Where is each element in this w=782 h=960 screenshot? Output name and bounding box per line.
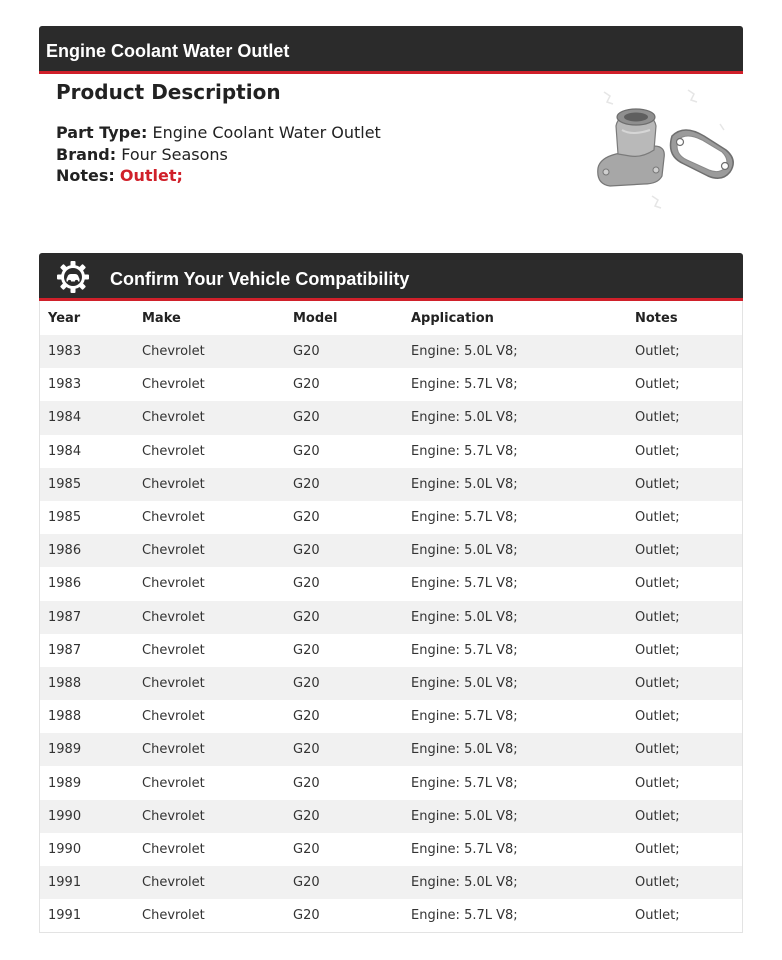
spec-brand-label: Brand: [56, 144, 117, 164]
cell-notes: Outlet; [627, 468, 742, 501]
cell-make: Chevrolet [134, 667, 285, 700]
cell-model: G20 [285, 800, 403, 833]
spec-notes-value: Outlet; [119, 166, 183, 185]
cell-notes: Outlet; [635, 642, 680, 658]
cell-application: Engine: 5.7L V8; [411, 642, 518, 658]
cell-application: Engine: 5.0L V8; [403, 468, 627, 501]
cell-make: Chevrolet [142, 377, 205, 393]
cell-application: Engine: 5.7L V8; [411, 377, 518, 393]
cell-application: Engine: 5.7L V8; [411, 510, 518, 526]
compatibility-bar [39, 253, 743, 301]
cell-application: Engine: 5.7L V8; [411, 443, 518, 459]
cell-model: G20 [293, 841, 320, 857]
table-row [40, 667, 742, 700]
table-row [40, 534, 742, 567]
compatibility-title: Confirm Your Vehicle Compatibility [110, 269, 410, 289]
cell-application: Engine: 5.7L V8; [411, 841, 518, 857]
cell-notes: Outlet; [627, 534, 742, 567]
cell-make: Chevrolet [134, 335, 285, 368]
cell-year: 1986 [48, 576, 82, 592]
product-title-bar [39, 26, 743, 74]
cell-model: G20 [293, 642, 320, 658]
cell-year: 1988 [40, 667, 134, 700]
cell-make: Chevrolet [134, 534, 285, 567]
table-row [40, 634, 742, 667]
cell-year: 1990 [40, 800, 134, 833]
cell-year: 1988 [48, 709, 82, 725]
cell-model: G20 [285, 534, 403, 567]
cell-model: G20 [293, 775, 320, 791]
cell-make: Chevrolet [142, 642, 205, 658]
cell-model: G20 [285, 866, 403, 899]
cell-notes: Outlet; [635, 443, 680, 459]
spec-list [56, 122, 576, 187]
water-outlet-image [592, 84, 742, 214]
column-header-make: Make [142, 310, 181, 326]
cell-application: Engine: 5.7L V8; [411, 775, 518, 791]
product-description [56, 78, 576, 187]
cell-make: Chevrolet [142, 510, 205, 526]
table-row [40, 435, 742, 468]
cell-application: Engine: 5.0L V8; [403, 601, 627, 634]
cell-notes: Outlet; [635, 576, 680, 592]
cell-model: G20 [285, 335, 403, 368]
cell-make: Chevrolet [142, 709, 205, 725]
cell-make: Chevrolet [142, 775, 205, 791]
cell-application: Engine: 5.7L V8; [411, 576, 518, 592]
cell-year: 1985 [40, 468, 134, 501]
cell-make: Chevrolet [142, 576, 205, 592]
spec-brand [56, 144, 576, 166]
compatibility-table-wrap [39, 301, 743, 933]
cell-make: Chevrolet [142, 443, 205, 459]
cell-model: G20 [293, 576, 320, 592]
cell-model: G20 [293, 908, 320, 924]
table-row [40, 800, 742, 833]
product-title-text: Engine Coolant Water Outlet [46, 41, 290, 61]
column-header-notes: Notes [635, 310, 678, 326]
cell-model: G20 [285, 468, 403, 501]
cell-model: G20 [293, 377, 320, 393]
cell-model: G20 [285, 733, 403, 766]
table-row [40, 468, 742, 501]
cell-model: G20 [293, 443, 320, 459]
cell-year: 1989 [40, 733, 134, 766]
cell-model: G20 [293, 510, 320, 526]
cell-year: 1991 [48, 908, 82, 924]
table-row [40, 733, 742, 766]
table-row [40, 766, 742, 799]
cell-application: Engine: 5.0L V8; [403, 800, 627, 833]
product-description-heading: Product Description [56, 80, 281, 104]
table-row [40, 401, 742, 434]
cell-year: 1989 [48, 775, 82, 791]
cell-make: Chevrolet [142, 908, 205, 924]
cell-notes: Outlet; [635, 377, 680, 393]
table-row [40, 700, 742, 733]
cell-model: G20 [285, 401, 403, 434]
cell-application: Engine: 5.0L V8; [403, 335, 627, 368]
product-image [592, 84, 742, 214]
cell-make: Chevrolet [134, 601, 285, 634]
table-row [40, 866, 742, 899]
table-row [40, 501, 742, 534]
cell-year: 1987 [40, 601, 134, 634]
table-header-row [40, 301, 742, 335]
table-row [40, 601, 742, 634]
table-row [40, 335, 742, 368]
column-header-year: Year [48, 310, 81, 326]
cell-application: Engine: 5.0L V8; [403, 866, 627, 899]
cell-year: 1990 [48, 841, 82, 857]
cell-notes: Outlet; [627, 601, 742, 634]
cell-year: 1984 [40, 401, 134, 434]
cell-make: Chevrolet [134, 733, 285, 766]
cell-notes: Outlet; [627, 733, 742, 766]
cell-year: 1985 [48, 510, 82, 526]
cell-make: Chevrolet [134, 866, 285, 899]
cell-model: G20 [285, 667, 403, 700]
cell-notes: Outlet; [635, 908, 680, 924]
cell-application: Engine: 5.7L V8; [411, 709, 518, 725]
cell-notes: Outlet; [627, 667, 742, 700]
gasket-icon [671, 130, 734, 178]
cell-year: 1983 [40, 335, 134, 368]
cell-model: G20 [285, 601, 403, 634]
cell-application: Engine: 5.0L V8; [403, 733, 627, 766]
table-row [40, 833, 742, 866]
gear-car-icon [56, 260, 90, 294]
table-row [40, 567, 742, 600]
cell-year: 1986 [40, 534, 134, 567]
cell-year: 1987 [48, 642, 82, 658]
table-body [40, 335, 742, 932]
cell-notes: Outlet; [635, 775, 680, 791]
compatibility-table [40, 301, 742, 932]
spec-notes-label: Notes: [56, 166, 115, 185]
spec-part-type-label: Part Type: [56, 123, 148, 142]
spec-part-type-value: Engine Coolant Water Outlet [152, 123, 381, 142]
cell-application: Engine: 5.0L V8; [403, 667, 627, 700]
spec-notes [56, 165, 576, 187]
cell-notes: Outlet; [627, 800, 742, 833]
cell-notes: Outlet; [635, 709, 680, 725]
spec-part-type [56, 122, 576, 144]
cell-model: G20 [293, 709, 320, 725]
cell-application: Engine: 5.0L V8; [403, 401, 627, 434]
spec-brand-value: Four Seasons [121, 144, 228, 164]
cell-year: 1984 [48, 443, 82, 459]
cell-year: 1983 [48, 377, 82, 393]
cell-year: 1991 [40, 866, 134, 899]
cell-notes: Outlet; [627, 401, 742, 434]
cell-notes: Outlet; [627, 866, 742, 899]
cell-notes: Outlet; [627, 335, 742, 368]
cell-notes: Outlet; [635, 841, 680, 857]
cell-make: Chevrolet [142, 841, 205, 857]
cell-make: Chevrolet [134, 468, 285, 501]
column-header-application: Application [411, 310, 494, 326]
outlet-body-icon [598, 109, 665, 186]
cell-application: Engine: 5.0L V8; [403, 534, 627, 567]
cell-make: Chevrolet [134, 401, 285, 434]
table-row [40, 899, 742, 932]
column-header-model: Model [293, 310, 338, 326]
cell-make: Chevrolet [134, 800, 285, 833]
table-row [40, 368, 742, 401]
cell-application: Engine: 5.7L V8; [411, 908, 518, 924]
cell-notes: Outlet; [635, 510, 680, 526]
